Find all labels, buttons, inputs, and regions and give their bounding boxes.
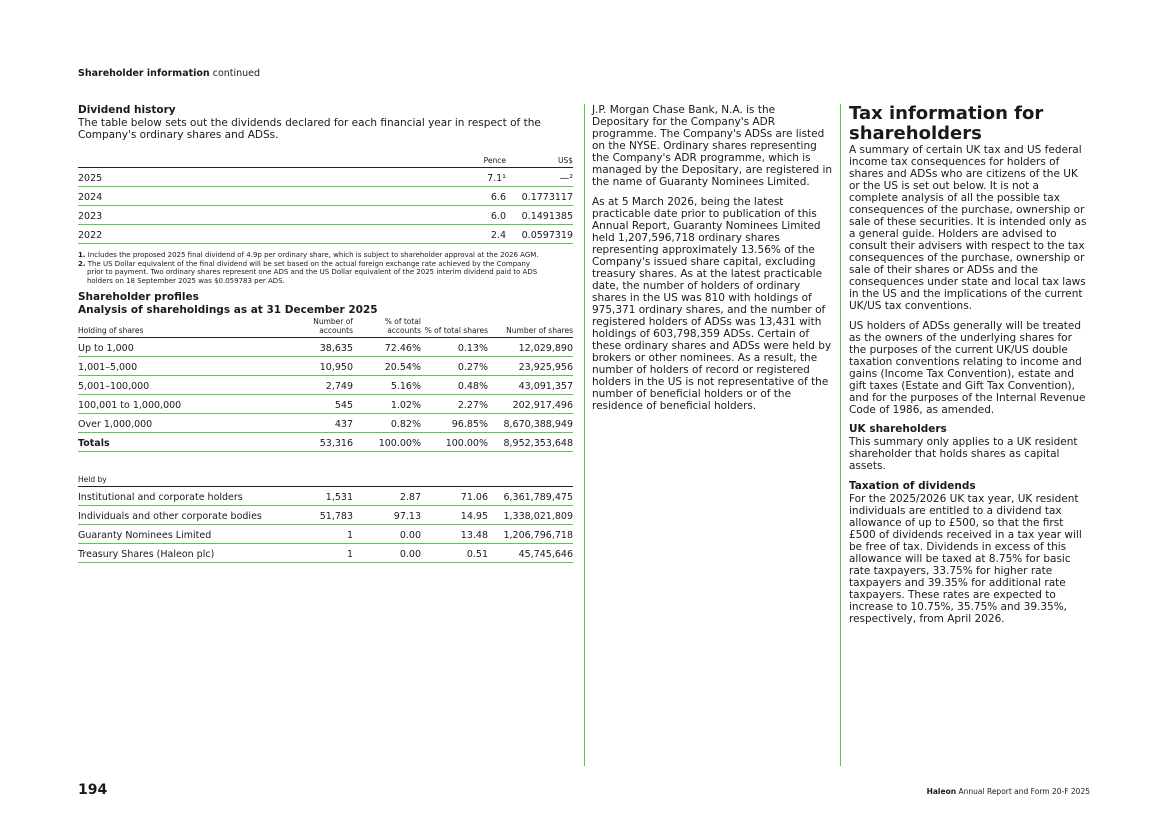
dividend-table [78, 149, 573, 244]
table-row [78, 168, 573, 187]
col-pct-accounts: % of total accounts [353, 317, 421, 338]
table-row: Individuals and other corporate bodies 51,783 97.13 14.95 1,338,021,809 [78, 506, 573, 525]
held-by-label: Held by [78, 468, 283, 487]
col-holding: Holding of shares [78, 317, 283, 338]
pence-cell: 7.1¹ [458, 168, 506, 187]
tax-intro: A summary of certain UK tax and US federal income tax consequences for holders of shares and ADSs who are citizens of the UK or the US is set out below. It is not a complete analysis of all the possible tax consequences of the purchase, ownership or sale of these securities. It is intended only as a general guide. Holders are advised to consult their advisers with respect to the tax consequences of the purchase, ownership or sale of their shares or ADSs and the consequences under state and local tax laws in the US and the implications of the current UK/US tax conventions. [849, 144, 1087, 312]
table-row: 100,001 to 1,000,000 545 1.02% 2.27% 202,917,496 [78, 395, 573, 414]
usd-cell: 0.1773117 [506, 187, 573, 206]
usd-cell: 0.1491385 [506, 206, 573, 225]
section-suffix: continued [212, 68, 261, 79]
footnote-1: 1. Includes the proposed 2025 final dividend of 4.9p per ordinary share, which is subject to shareholder approval at the 2026 AGM. [78, 251, 539, 259]
tax-title: Tax information for shareholders [849, 103, 1044, 144]
pence-cell: 6.6 [458, 187, 506, 206]
dividend-intro: The table below sets out the dividends declared for each financial year in respect of the Company's ordinary shares and ADSs. [78, 117, 541, 141]
report-title: Annual Report and Form 20-F 2025 [958, 787, 1090, 796]
left-column [78, 104, 573, 563]
col-pence: Pence [458, 149, 506, 168]
page-number: 194 [78, 782, 108, 798]
held-by-table [78, 468, 573, 563]
table-row: Up to 1,000 38,635 72.46% 0.13% 12,029,890 [78, 338, 573, 357]
table-row: Treasury Shares (Haleon plc) 1 0.00 0.51 45,745,646 [78, 544, 573, 563]
pence-cell: 6.0 [458, 206, 506, 225]
right-column [849, 104, 1090, 625]
held-by-header-row [78, 468, 573, 487]
column-divider [840, 104, 841, 766]
uk-shareholders-text: This summary only applies to a UK resident shareholder that holds shares as capital assets. [849, 436, 1078, 472]
uk-shareholders-heading: UK shareholders [849, 423, 947, 435]
dividend-tax-heading: Taxation of dividends [849, 480, 976, 492]
col-usd: US$ [506, 149, 573, 168]
col-accounts: Number of accounts [283, 317, 353, 338]
dividend-header-row [78, 149, 573, 168]
middle-column [592, 104, 834, 412]
depositary-paragraph: J.P. Morgan Chase Bank, N.A. is the Depositary for the Company's ADR programme. The Company's ADSs are listed on the NYSE. Ordinary shares representing the Company's ADR programme, which is managed by the Depositary, are registered in the name of Guaranty Nominees Limited. [592, 104, 833, 188]
year-cell: 2022 [78, 225, 458, 244]
dividend-notes [78, 251, 548, 285]
holdings-paragraph: As at 5 March 2026, being the latest practicable date prior to publication of this Annual Report, Guaranty Nominees Limited held 1,207,596,718 ordinary shares representing approximately 13.56% of the Company's issued share capital, excluding treasury shares. As at the latest practicable date, the number of holders of ordinary shares in the US was 810 with holdings of 975,371 ordinary shares, and the number of registered holders of ADSs was 13,431 with holdings of 603,798,359 ADSs. Certain of these ordinary shares and ADSs were held by brokers or other nominees. As a result, the number of holders of record or registered holders in the US is not representative of the number of beneficial holders or of the residence of beneficial holders. [592, 196, 832, 412]
footnote-2: 2. The US Dollar equivalent of the final dividend will be set based on the actual foreign exchange rate achieved by the Company prior to payment. Two ordinary shares represent one ADS and the US Dollar equivalent of the 2025 interim dividend paid to ADS holders on 18 September 2025 was $0.059783 per ADS. [78, 259, 538, 285]
holdings-table [78, 317, 573, 452]
table-row: 5,001–100,000 2,749 5.16% 0.48% 43,091,357 [78, 376, 573, 395]
dividend-heading: Dividend history [78, 104, 176, 116]
year-cell: 2025 [78, 168, 458, 187]
holdings-header-row [78, 317, 573, 338]
year-cell: 2023 [78, 206, 458, 225]
table-row: Over 1,000,000 437 0.82% 96.85% 8,670,388,949 [78, 414, 573, 433]
totals-row: Totals 53,316 100.00% 100.00% 8,952,353,648 [78, 433, 573, 452]
section-title: Shareholder information [78, 68, 210, 79]
table-row: Guaranty Nominees Limited 1 0.00 13.48 1,206,796,718 [78, 525, 573, 544]
table-row: Institutional and corporate holders 1,531 2.87 71.06 6,361,789,475 [78, 487, 573, 506]
profiles-heading: Shareholder profiles [78, 291, 199, 303]
brand-name: Haleon [926, 787, 957, 796]
tax-us-holders: US holders of ADSs generally will be treated as the owners of the underlying shares for the purposes of the current UK/US double taxation conventions relating to income and gains (Income Tax Convention), estate and gift taxes (Estate and Gift Tax Convention), and for the purposes of the Internal Revenue Code of 1986, as amended. [849, 320, 1086, 416]
usd-cell: —² [506, 168, 573, 187]
footer-report [927, 787, 1090, 796]
table-row [78, 187, 573, 206]
col-pct-shares: % of total shares [421, 317, 488, 338]
col-shares: Number of shares [488, 317, 573, 338]
table-row [78, 225, 573, 244]
dividend-tax-text: For the 2025/2026 UK tax year, UK resident individuals are entitled to a dividend tax allowance of up to £500, so that the first £500 of dividends received in a tax year will be free of tax. Dividends in excess of this allowance will be taxed at 8.75% for basic rate taxpayers, 33.75% for higher rate taxpayers and 39.35% for additional rate taxpayers. These rates are expected to increase to 10.75%, 35.75% and 39.35%, respectively, from April 2026. [849, 493, 1082, 625]
profiles-subheading: Analysis of shareholdings as at 31 December 2025 [78, 304, 378, 316]
column-divider [584, 104, 585, 766]
year-cell: 2024 [78, 187, 458, 206]
table-row [78, 206, 573, 225]
table-row: 1,001–5,000 10,950 20.54% 0.27% 23,925,956 [78, 357, 573, 376]
pence-cell: 2.4 [458, 225, 506, 244]
section-header [78, 68, 260, 79]
usd-cell: 0.0597319 [506, 225, 573, 244]
